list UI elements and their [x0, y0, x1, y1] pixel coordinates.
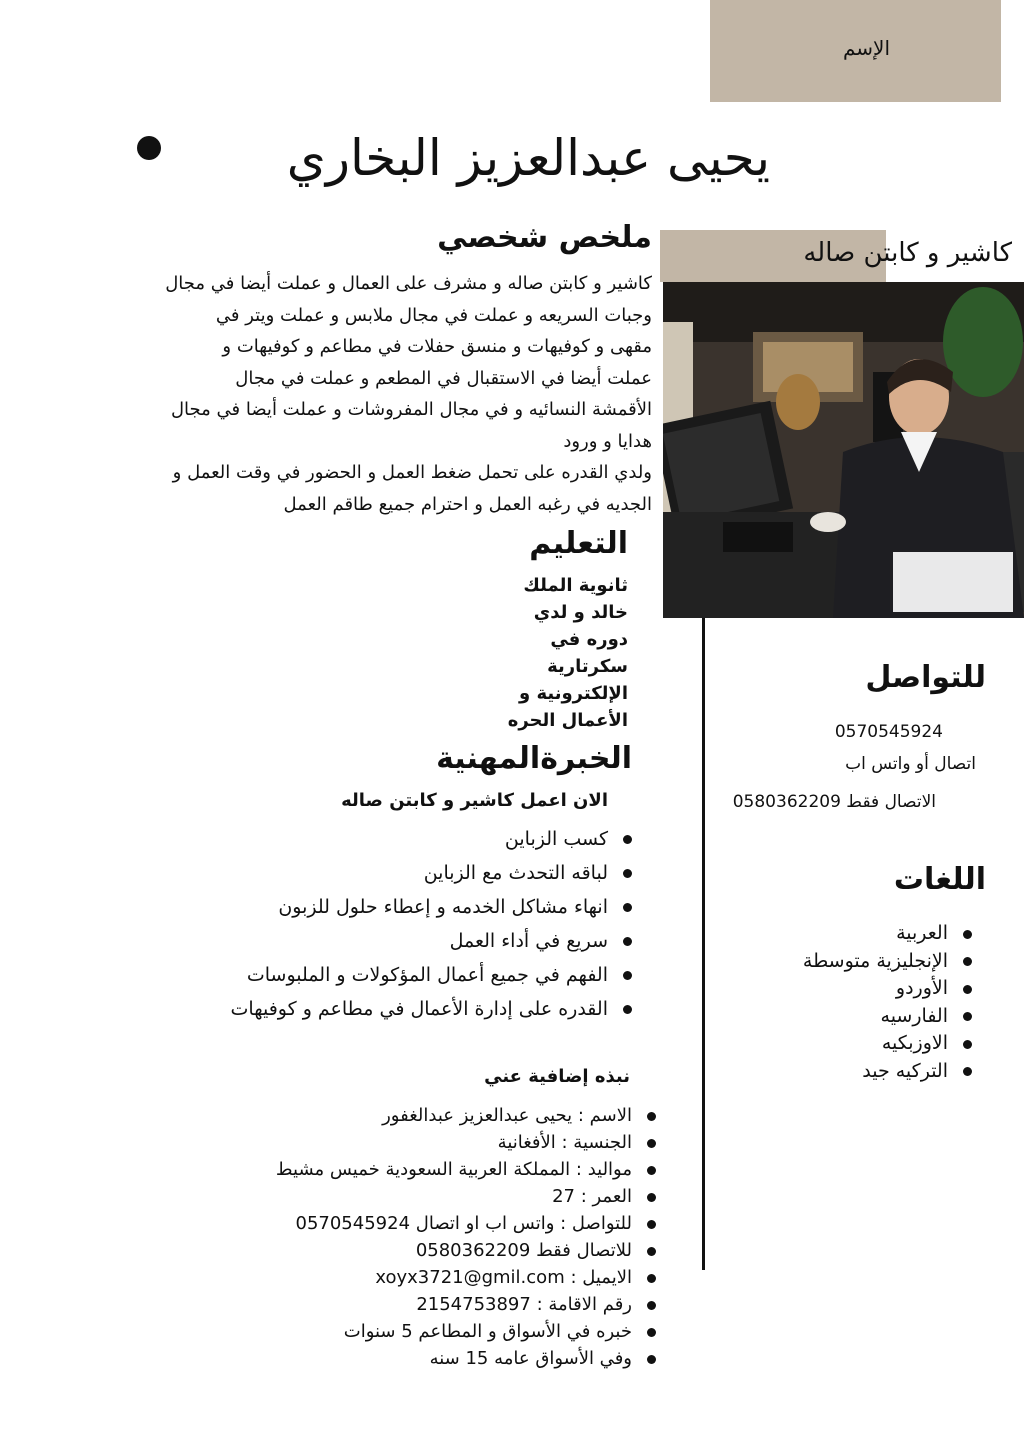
summary-line: عملت أيضا في الاستقبال في المطعم و عملت في مجال — [235, 367, 652, 389]
list-item: الجنسية : الأفغانية — [200, 1129, 660, 1156]
name-label: الإسم — [842, 36, 890, 60]
profile-photo — [663, 282, 1024, 618]
summary-line: مقهى و كوفيهات و منسق حفلات في مطاعم و كوفيهات و — [222, 336, 652, 357]
summary-line: الأقمشة النسائيه و في مجال المفروشات و عملت أيضا في مجال — [170, 399, 652, 420]
contact-phone-primary: 0570545924 — [834, 722, 943, 742]
education-line: الإلكترونية و — [518, 683, 628, 704]
list-item: وفي الأسواق عامه 15 سنه — [200, 1345, 660, 1372]
column-divider — [702, 618, 705, 1270]
job-title: كاشير و كابتن صاله — [803, 238, 1012, 268]
list-item: كسب الزباين — [150, 822, 636, 856]
full-name: يحيى عبدالعزيز البخاري — [286, 129, 770, 187]
about-heading: نبذه إضافية عني — [484, 1066, 630, 1087]
summary-line: وجبات السريعه و عملت في مجال ملابس و عملت ويتر في — [215, 304, 652, 326]
list-item: الأوردو — [740, 975, 976, 1003]
list-item: مواليد : المملكة العربية السعودية خميس مشيط — [200, 1156, 660, 1183]
contact-heading: للتواصل — [865, 660, 986, 695]
list-item: الايميل : xoyx3721@gmil.com — [200, 1264, 660, 1291]
education-line: الأعمال الحره — [507, 710, 628, 731]
list-item: لباقه التحدث مع الزباين — [150, 856, 636, 890]
list-item: سريع في أداء العمل — [150, 924, 636, 958]
list-item: العمر : 27 — [200, 1183, 660, 1210]
list-item: الاوزبكيه — [740, 1030, 976, 1058]
list-item: خبره في الأسواق و المطاعم 5 سنوات — [200, 1318, 660, 1345]
education-text — [420, 572, 628, 734]
list-item: انهاء مشاكل الخدمه و إعطاء حلول للزبون — [150, 890, 636, 924]
education-line: خالد و لدي — [533, 602, 628, 623]
summary-heading: ملخص شخصي — [437, 220, 652, 255]
list-item: القدره على إدارة الأعمال في مطاعم و كوفيهات — [150, 992, 636, 1026]
summary-text — [110, 268, 652, 520]
experience-heading: الخبرةالمهنية — [436, 741, 632, 776]
education-line: سكرتارية — [547, 656, 628, 677]
list-item: الفارسيه — [740, 1003, 976, 1031]
list-item: العربية — [740, 920, 976, 948]
list-item: رقم الاقامة : 2154753897 — [200, 1291, 660, 1318]
summary-line: هدايا و ورود — [563, 430, 652, 452]
list-item: للاتصال فقط 0580362209 — [200, 1237, 660, 1264]
summary-line: الجديه في رغبه العمل و احترام جميع طاقم العمل — [283, 493, 652, 515]
experience-current: الان اعمل كاشير و كابتن صاله — [341, 790, 608, 811]
list-item: الفهم في جميع أعمال المؤكولات و الملبوسات — [150, 958, 636, 992]
languages-list — [740, 920, 976, 1085]
list-item: التركيه جيد — [740, 1058, 976, 1086]
contact-phone-secondary: الاتصال فقط 0580362209 — [732, 792, 936, 812]
summary-line: كاشير و كابتن صاله و مشرف على العمال و عملت أيضا في مجال — [165, 273, 652, 294]
education-heading: التعليم — [529, 526, 628, 561]
list-item: للتواصل : واتس اب او اتصال 0570545924 — [200, 1210, 660, 1237]
list-item: الإنجليزية متوسطة — [740, 948, 976, 976]
experience-list — [150, 822, 636, 1026]
education-line: ثانوية الملك — [523, 575, 628, 596]
list-item: الاسم : يحيى عبدالعزيز عبدالغفور — [200, 1102, 660, 1129]
about-list — [200, 1102, 660, 1372]
summary-line: ولدي القدره على تحمل ضغط العمل و الحضور في وقت العمل و — [172, 462, 652, 483]
bullet-dot — [137, 136, 161, 160]
contact-phone-note: اتصال أو واتس اب — [845, 754, 976, 774]
education-line: دوره في — [550, 629, 628, 650]
languages-heading: اللغات — [893, 862, 986, 897]
